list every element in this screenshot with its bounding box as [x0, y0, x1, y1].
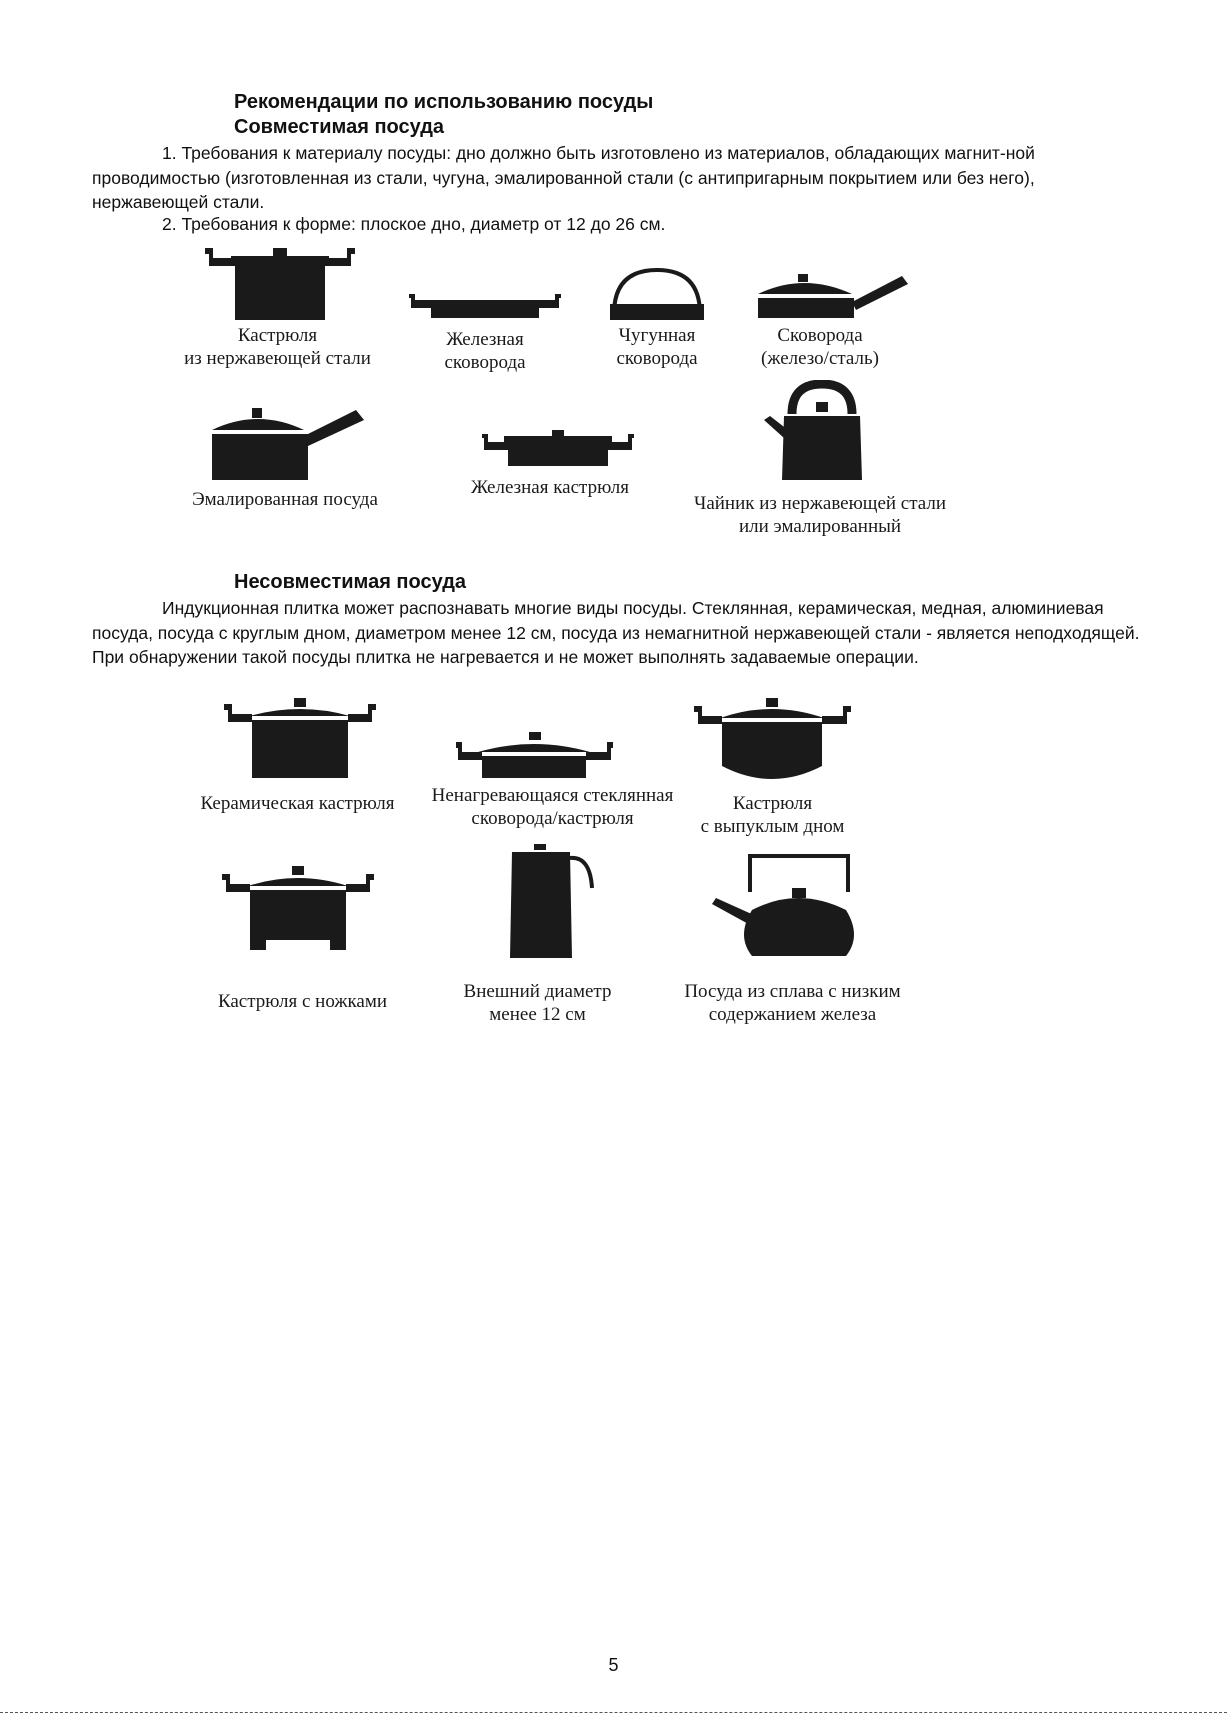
kettle-icon [762, 380, 880, 482]
incompatible-caption-6: Посуда из сплава с низким содержанием железа [684, 981, 901, 1025]
compatible-caption-1: Кастрюля из нержавеющей стали [184, 325, 371, 369]
page-title: Рекомендации по использованию посуды [234, 91, 654, 113]
compatible-caption-3: Чугунная сковорода [616, 325, 698, 369]
bottom-divider [0, 1712, 1227, 1713]
compatible-caption-2: Железная сковорода [444, 329, 526, 373]
footed-pot-icon [218, 864, 378, 952]
saucepan-icon [208, 400, 368, 482]
page-number: 5 [608, 1655, 619, 1675]
incompatible-caption-3: Кастрюля с выпуклым дном [700, 793, 845, 837]
cast-iron-pan-icon [606, 264, 708, 324]
compatible-caption-7: Чайник из нержавеющей стали или эмалированный [693, 493, 947, 537]
convex-pot-icon [690, 696, 855, 786]
flat-pan-icon [405, 290, 565, 320]
ceramic-pot-icon [220, 696, 380, 780]
glass-pan-icon [452, 730, 617, 780]
compatible-caption-6: Железная кастрюля [470, 477, 630, 498]
compatible-heading: Совместимая посуда [234, 116, 445, 138]
compatible-requirement-2: 2. Требования к форме: плоское дно, диаметр от 12 до 26 см. [162, 214, 666, 234]
small-pitcher-icon [498, 842, 598, 960]
incompatible-caption-2: Ненагревающаяся стеклянная сковорода/кастрюля [431, 785, 674, 829]
incompatible-paragraph: Индукционная плитка может распознавать многие виды посуды. Стеклянная, керамическая, медная, алюминиевая посуда, посуда с круглым дном, диаметром менее 12 см, посуда из немагнитной нержавеющей стали - является неподходящей. При обнаружении такой посуды плитка не нагревается и не может выполнять задаваемые операции. [92, 598, 1140, 667]
incompatible-caption-5: Внешний диаметр менее 12 см [463, 981, 612, 1025]
compatible-caption-5: Эмалированная посуда [192, 489, 378, 510]
incompatible-caption-4: Кастрюля с ножками [217, 991, 388, 1012]
compatible-requirement-1: 1. Требования к материалу посуды: дно должно быть изготовлено из материалов, обладающих магнит-ной проводимостью (изготовленная из стали, чугуна, эмалированной стали (с антипригарным покрытием или без него), нержавеющей стали. [92, 143, 1035, 212]
incompatible-heading: Несовместимая посуда [234, 571, 467, 593]
low-iron-kettle-icon [708, 852, 868, 960]
incompatible-caption-1: Керамическая кастрюля [200, 793, 395, 814]
stockpot-icon [195, 240, 365, 322]
frying-pan-icon [752, 268, 912, 322]
compatible-caption-4: Сковорода (железо/сталь) [761, 325, 879, 369]
shallow-pot-icon [478, 428, 638, 468]
